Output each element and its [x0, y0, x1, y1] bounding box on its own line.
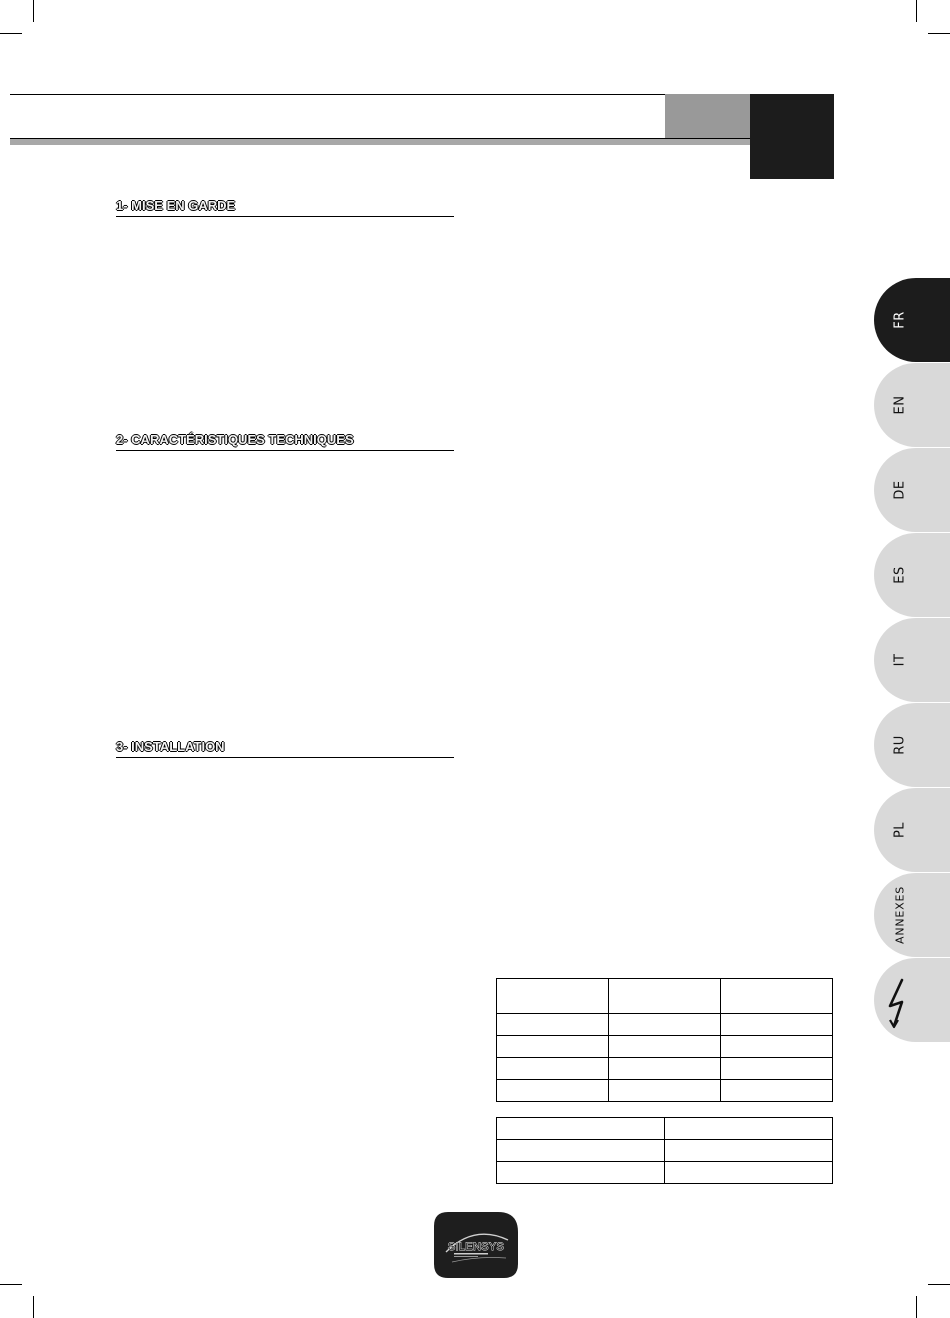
- table-cell: [665, 1140, 833, 1162]
- tab-fr-label: FR: [892, 311, 908, 329]
- table-cell: [721, 1014, 833, 1036]
- table-cell: [721, 1036, 833, 1058]
- tab-de[interactable]: [874, 448, 950, 532]
- tab-it-label: IT: [892, 653, 908, 667]
- tab-annexes[interactable]: [874, 873, 950, 957]
- crop-mark-bottom-right-h: [928, 1284, 950, 1285]
- tab-pl-label: PL: [892, 821, 908, 839]
- crop-mark-bottom-left-h: [0, 1284, 22, 1285]
- table-cell: [609, 979, 721, 1014]
- crop-mark-top-right-v: [916, 0, 917, 22]
- section-heading-specs: 2- CARACTÉRISTIQUES TECHNIQUES: [116, 430, 454, 451]
- table-row: [497, 979, 833, 1014]
- crop-mark-bottom-left-v: [33, 1296, 34, 1318]
- tab-fr[interactable]: [874, 278, 950, 362]
- table-cell: [609, 1058, 721, 1080]
- section-heading-install: 3- INSTALLATION: [116, 737, 454, 758]
- header-black-block: [750, 94, 834, 179]
- tab-en[interactable]: [874, 363, 950, 447]
- tab-it[interactable]: [874, 618, 950, 702]
- table-cell: [497, 1058, 609, 1080]
- spec-table-a: [496, 978, 833, 1102]
- table-row: [497, 1140, 833, 1162]
- crop-mark-bottom-right-v: [916, 1296, 917, 1318]
- crop-mark-top-right-h: [928, 33, 950, 34]
- crop-mark-top-left-h: [0, 33, 22, 34]
- tab-ru[interactable]: [874, 703, 950, 787]
- tab-de-label: DE: [892, 480, 908, 500]
- table-cell: [721, 979, 833, 1014]
- header-top-rule: [10, 94, 665, 95]
- lightning-bolt-icon: [880, 976, 920, 1030]
- table-row: [497, 1118, 833, 1140]
- tab-annexes-label: ANNEXES: [893, 885, 907, 945]
- table-cell: [497, 979, 609, 1014]
- header-gray-block: [665, 94, 750, 138]
- table-row: [497, 1036, 833, 1058]
- table-cell: [665, 1162, 833, 1184]
- spec-table-b: [496, 1117, 833, 1184]
- section-heading-warning: 1- MISE EN GARDE: [116, 196, 454, 217]
- table-cell: [665, 1118, 833, 1140]
- tab-es[interactable]: [874, 533, 950, 617]
- table-cell: [497, 1162, 665, 1184]
- silensys-logo: [434, 1212, 518, 1278]
- tab-ru-label: RU: [892, 735, 908, 755]
- table-cell: [497, 1036, 609, 1058]
- table-cell: [609, 1080, 721, 1102]
- table-cell: [609, 1036, 721, 1058]
- table-row: [497, 1058, 833, 1080]
- table-row: [497, 1162, 833, 1184]
- table-cell: [721, 1080, 833, 1102]
- table-cell: [497, 1118, 665, 1140]
- table-cell: [497, 1014, 609, 1036]
- tab-electrical[interactable]: [874, 958, 950, 1042]
- table-cell: [497, 1140, 665, 1162]
- table-cell: [497, 1080, 609, 1102]
- table-row: [497, 1014, 833, 1036]
- logo-text: SILENSYS: [447, 1241, 505, 1253]
- header-shadow-band: [10, 139, 750, 145]
- table-cell: [609, 1014, 721, 1036]
- crop-mark-top-left-v: [33, 0, 34, 22]
- tab-es-label: ES: [892, 566, 908, 584]
- tab-en-label: EN: [892, 395, 908, 415]
- tab-pl[interactable]: [874, 788, 950, 872]
- table-row: [497, 1080, 833, 1102]
- table-cell: [721, 1058, 833, 1080]
